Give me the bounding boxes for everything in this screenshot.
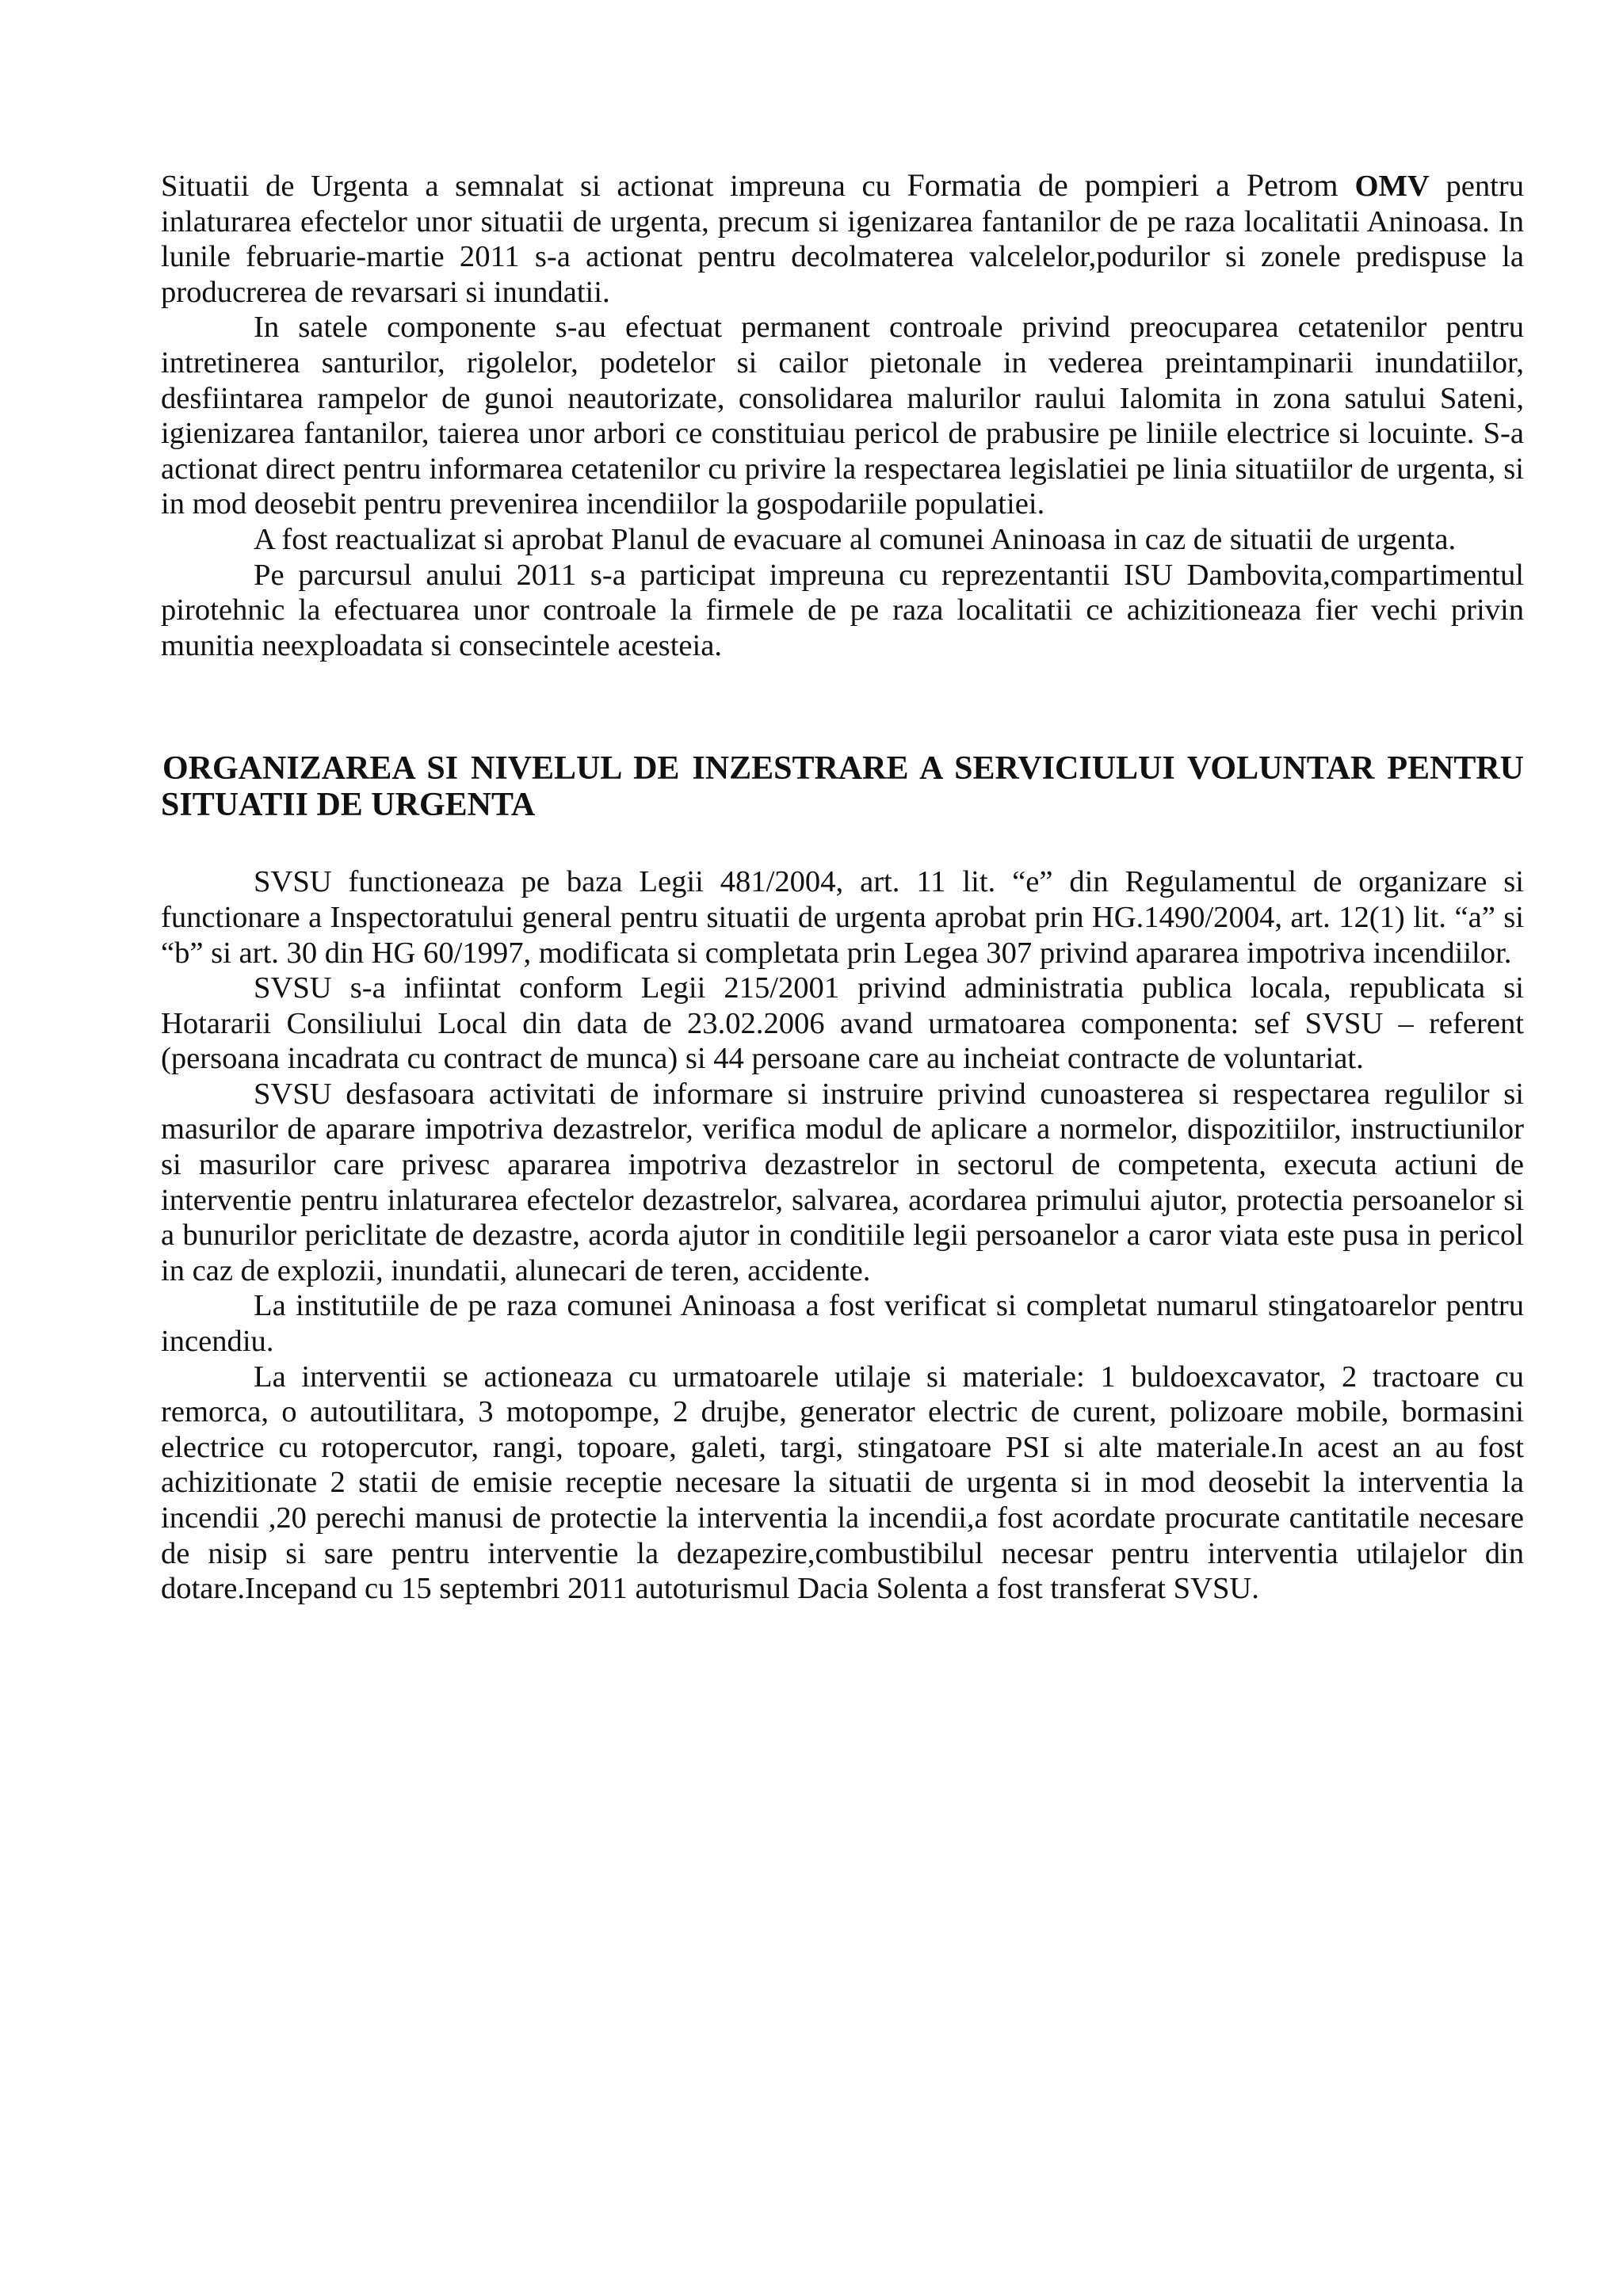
intro-text-bold: OMV: [1354, 170, 1430, 203]
paragraph-evacuation-plan: A fost reactualizat si aprobat Planul de evacuare al comunei Aninoasa in caz de situatii de urgenta.: [254, 522, 1457, 556]
document-page: [161, 168, 1524, 1607]
intro-text-c: pentru inlaturarea efectelor unor situatii de urgenta, precum si igenizarea fantanilor de pe raza localitatii Aninoasa. In lunile februarie-martie 2011 s-a actionat pentru decolmaterea valcelelor,podurilor si zonele predispuse la producrerea de revarsari si inundatii.: [161, 170, 1524, 309]
intro-text-a: Situatii de Urgenta a semnalat si actionat impreuna cu: [161, 170, 907, 203]
paragraph-controls: In satele componente s-au efectuat permanent controale privind preocuparea cetatenilor pentru intretinerea santurilor, rigolelor, podetelor si cailor pietonale in vederea preintampinarii inundatiilor, desfiintarea rampelor de gunoi neautorizate, consolidarea malurilor raului Ialomita in zona satului Sateni, igienizarea fantanilor, taierea unor arbori ce constituiau pericol de prabusire pe liniile electrice si locuinte. S-a actionat direct pentru informarea cetatenilor cu privire la respectarea legislatiei pe linia situatiilor de urgenta, si in mod deosebit pentru prevenirea incendiilor la gospodariile populatiei.: [161, 311, 1524, 521]
paragraph-svsu-founding: SVSU s-a infiintat conform Legii 215/2001 privind administratia publica locala, republicata si Hotararii Consiliului Local din data de 23.02.2006 avand urmatoarea componenta: sef SVSU – referent (persoana incadrata cu contract de munca) si 44 persoane care au incheiat contracte de voluntariat.: [161, 971, 1524, 1076]
paragraph-equipment: La interventii se actioneaza cu urmatoarele utilaje si materiale: 1 buldoexcavator, 2 tractoare cu remorca, o autoutilitara, 3 motopompe, 2 drujbe, generator electric de curent, polizoare mobile, bormasini electrice cu rotopercutor, rangi, topoare, galeti, targi, stingatoare PSI si alte materiale.In acest an au fost achizitionate 2 statii de emisie receptie necesare la situatii de urgenta si in mod deosebit la interventia la incendii ,20 perechi manusi de protectie la interventia la incendii,a fost acordate procurate cantitatile necesare de nisip si sare pentru interventie la dezapezire,combustibilul necesar pentru interventia utilajelor din dotare.Incepand cu 15 septembri 2011 autoturismul Dacia Solenta a fost transferat SVSU.: [161, 1360, 1524, 1606]
paragraph-extinguishers: La institutiile de pe raza comunei Aninoasa a fost verificat si completat numarul stingatoarelor pentru incendiu.: [161, 1289, 1524, 1359]
paragraph-svsu-activities: SVSU desfasoara activitati de informare si instruire privind cunoasterea si respectarea regulilor si masurilor de aparare impotriva dezastrelor, verifica modul de aplicare a normelor, dispozitiilor, instructiunilor si masurilor care privesc apararea impotriva dezastrelor in sectorul de competenta, executa actiuni de interventie pentru inlaturarea efectelor dezastrelor, salvarea, acordarea primului ajutor, protectia persoanelor si a bunurilor periclitate de dezastre, acorda ajutor in conditiile legii persoanelor a caror viata este pusa in pericol in caz de explozii, inundatii, alunecari de teren, accidente.: [161, 1077, 1524, 1287]
section-gap: [161, 663, 1524, 698]
section-body: [161, 864, 1524, 1606]
paragraph-svsu-legal-basis: SVSU functioneaza pe baza Legii 481/2004, art. 11 lit. “e” din Regulamentul de organizare si functionare a Inspectoratului general pentru situatii de urgenta aprobat prin HG.1490/2004, art. 12(1) lit. “a” si “b” si art. 30 din HG 60/1997, modificata si completata prin Legea 307 privind apararea impotriva incendiilor.: [161, 865, 1524, 970]
intro-paragraph: [161, 168, 1524, 310]
paragraph-isu-controls: Pe parcursul anului 2011 s-a participat impreuna cu reprezentantii ISU Dambovita,compartimentul pirotehnic la efectuarea unor controale la firmele de pe raza localitatii ce achizitioneaza fier vechi privin munitia neexploadata si consecintele acesteia.: [161, 558, 1524, 662]
section-heading: ORGANIZAREA SI NIVELUL DE INZESTRARE A SERVICIULUI VOLUNTAR PENTRU SITUATII DE URGENTA: [161, 750, 1524, 824]
intro-text-b: Formatia de pompieri a Petrom: [907, 167, 1355, 203]
